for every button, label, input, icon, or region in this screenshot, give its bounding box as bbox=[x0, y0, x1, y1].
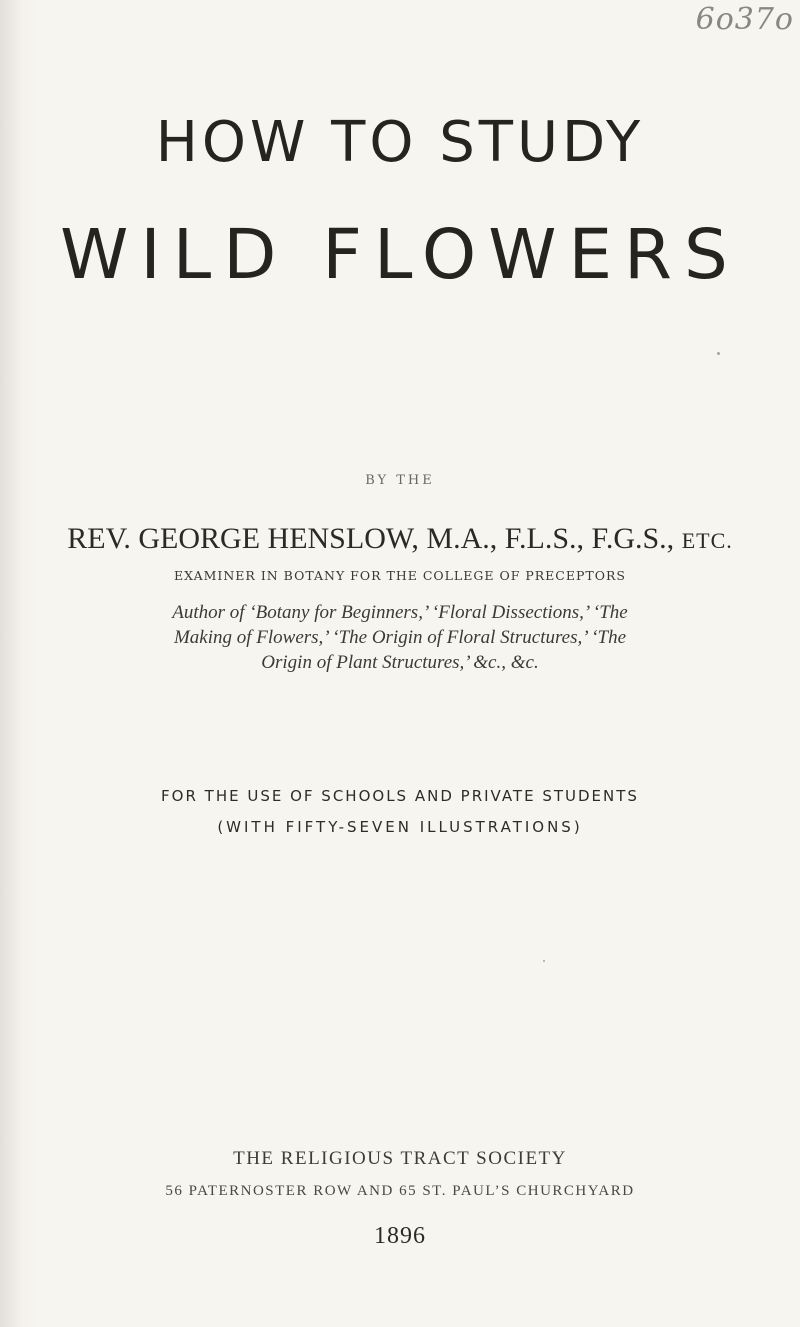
publication-year: 1896 bbox=[374, 1223, 426, 1249]
title-line-1: HOW TO STUDY bbox=[155, 110, 645, 175]
publisher-address: 56 PATERNOSTER ROW AND 65 ST. PAUL’S CHURCHYARD bbox=[165, 1183, 635, 1199]
shelf-mark: 6o37o bbox=[695, 2, 794, 37]
examiner-line: EXAMINER IN BOTANY FOR THE COLLEGE OF PRECEPTORS bbox=[174, 568, 626, 583]
author-name: REV. GEORGE HENSLOW, M.A., F.L.S., F.G.S., bbox=[67, 522, 675, 555]
title-line-2: WILD FLOWERS bbox=[60, 215, 740, 295]
other-works: Author of ‘Botany for Beginners,’ ‘Floral Dissections,’ ‘The Making of Flowers,’ ‘The Origin of Floral Structures,’ ‘The Origin of Plant Structures,’ &c., &c. bbox=[172, 602, 628, 673]
paper-speck bbox=[717, 352, 720, 355]
author-line bbox=[0, 522, 800, 556]
publisher-name: THE RELIGIOUS TRACT SOCIETY bbox=[233, 1148, 567, 1169]
by-line: BY THE bbox=[365, 473, 435, 488]
author-suffix: ETC. bbox=[681, 528, 733, 553]
audience-line: FOR THE USE OF SCHOOLS AND PRIVATE STUDENTS bbox=[161, 787, 639, 805]
paper-speck bbox=[543, 960, 545, 962]
illustrations-line: (WITH FIFTY-SEVEN ILLUSTRATIONS) bbox=[217, 818, 583, 836]
